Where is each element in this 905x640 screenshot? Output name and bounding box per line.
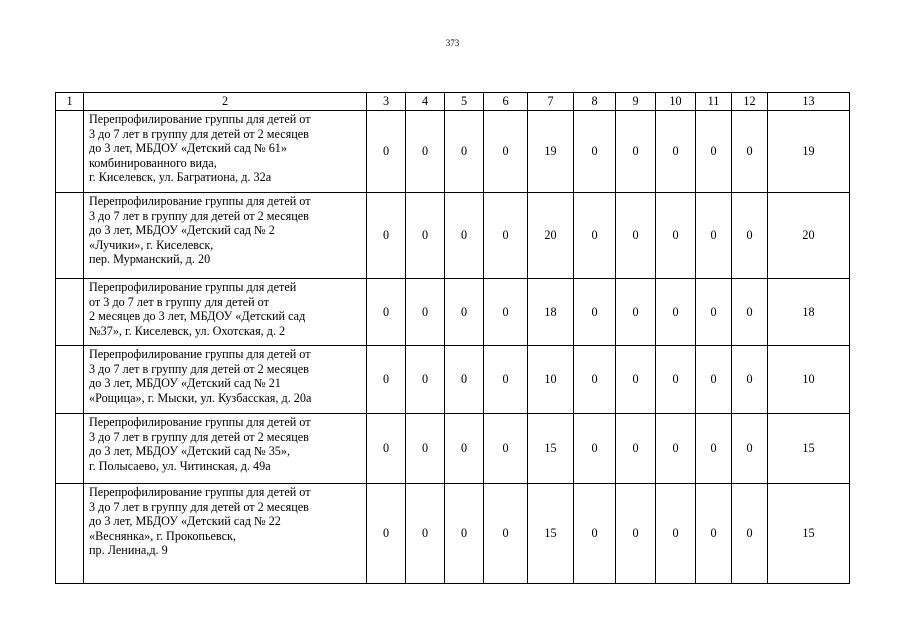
value-cell-col-10: 0 [656, 346, 696, 414]
value-cell-col-7: 19 [528, 111, 574, 193]
value-cell-col-13: 15 [768, 414, 850, 484]
value-cell-col-8: 0 [574, 414, 616, 484]
value-cell-col-12: 0 [732, 193, 768, 279]
column-header-6: 6 [484, 93, 528, 111]
description-line: 3 до 7 лет в группу для детей от 2 месяцев [89, 126, 309, 141]
value-cell-col-13: 20 [768, 193, 850, 279]
description-line: комбинированного вида, [89, 155, 217, 170]
value-cell-col-11: 0 [696, 484, 732, 584]
value-cell-col-11: 0 [696, 346, 732, 414]
description-cell [84, 193, 367, 279]
value-cell-col-10: 0 [656, 279, 696, 346]
value-cell-col-8: 0 [574, 484, 616, 584]
row-number-cell [56, 414, 84, 484]
description-line: Перепрофилирование группы для детей от [89, 347, 311, 361]
value-cell-col-7: 20 [528, 193, 574, 279]
description-line: от 3 до 7 лет в группу для детей от [89, 294, 269, 309]
value-cell-col-5: 0 [445, 279, 484, 346]
value-cell-col-8: 0 [574, 111, 616, 193]
value-cell-col-4: 0 [406, 346, 445, 414]
description-line: Перепрофилирование группы для детей от [89, 415, 311, 429]
value-cell-col-7: 18 [528, 279, 574, 346]
value-cell-col-9: 0 [616, 484, 656, 584]
value-cell-col-5: 0 [445, 111, 484, 193]
description-line: №37», г. Киселевск, ул. Охотская, д. 2 [89, 323, 286, 338]
value-cell-col-6: 0 [484, 346, 528, 414]
value-cell-col-4: 0 [406, 484, 445, 584]
description-cell [84, 279, 367, 346]
value-cell-col-10: 0 [656, 111, 696, 193]
table-header-row [56, 93, 850, 111]
column-header-8: 8 [574, 93, 616, 111]
column-header-10: 10 [656, 93, 696, 111]
description-line: Перепрофилирование группы для детей [89, 280, 297, 294]
value-cell-col-8: 0 [574, 279, 616, 346]
description-line: пр. Ленина,д. 9 [89, 543, 168, 558]
table-row [56, 346, 850, 414]
value-cell-col-9: 0 [616, 346, 656, 414]
description-line: Перепрофилирование группы для детей от [89, 194, 311, 208]
description-line: «Лучики», г. Киселевск, [89, 237, 214, 252]
value-cell-col-9: 0 [616, 193, 656, 279]
value-cell-col-3: 0 [367, 111, 406, 193]
table-row [56, 111, 850, 193]
value-cell-col-10: 0 [656, 193, 696, 279]
value-cell-col-5: 0 [445, 193, 484, 279]
description-line: до 3 лет, МБДОУ «Детский сад № 2 [89, 223, 275, 238]
value-cell-col-4: 0 [406, 193, 445, 279]
value-cell-col-12: 0 [732, 484, 768, 584]
value-cell-col-13: 15 [768, 484, 850, 584]
value-cell-col-3: 0 [367, 279, 406, 346]
description-line: «Рощица», г. Мыски, ул. Кузбасская, д. 20а [89, 390, 312, 405]
value-cell-col-11: 0 [696, 193, 732, 279]
description-line: пер. Мурманский, д. 20 [89, 252, 211, 267]
row-number-cell [56, 111, 84, 193]
value-cell-col-12: 0 [732, 346, 768, 414]
column-header-1: 1 [56, 93, 84, 111]
row-number-cell [56, 346, 84, 414]
description-line: Перепрофилирование группы для детей от [89, 112, 311, 126]
value-cell-col-3: 0 [367, 484, 406, 584]
column-header-13: 13 [768, 93, 850, 111]
column-header-3: 3 [367, 93, 406, 111]
value-cell-col-5: 0 [445, 346, 484, 414]
table-row [56, 484, 850, 584]
value-cell-col-10: 0 [656, 414, 696, 484]
row-number-cell [56, 279, 84, 346]
value-cell-col-9: 0 [616, 111, 656, 193]
value-cell-col-7: 15 [528, 414, 574, 484]
column-header-2: 2 [84, 93, 367, 111]
description-line: до 3 лет, МБДОУ «Детский сад № 22 [89, 514, 281, 529]
description-line: 3 до 7 лет в группу для детей от 2 месяцев [89, 208, 309, 223]
value-cell-col-6: 0 [484, 111, 528, 193]
table-row [56, 414, 850, 484]
value-cell-col-5: 0 [445, 484, 484, 584]
description-line: 3 до 7 лет в группу для детей от 2 месяцев [89, 361, 309, 376]
column-header-7: 7 [528, 93, 574, 111]
value-cell-col-8: 0 [574, 346, 616, 414]
value-cell-col-9: 0 [616, 279, 656, 346]
table-row [56, 279, 850, 346]
column-header-5: 5 [445, 93, 484, 111]
description-line: «Веснянка», г. Прокопьевск, [89, 528, 236, 543]
value-cell-col-13: 10 [768, 346, 850, 414]
value-cell-col-11: 0 [696, 279, 732, 346]
value-cell-col-3: 0 [367, 346, 406, 414]
value-cell-col-6: 0 [484, 414, 528, 484]
value-cell-col-3: 0 [367, 193, 406, 279]
value-cell-col-8: 0 [574, 193, 616, 279]
value-cell-col-11: 0 [696, 111, 732, 193]
value-cell-col-13: 19 [768, 111, 850, 193]
row-number-cell [56, 484, 84, 584]
description-cell [84, 346, 367, 414]
value-cell-col-11: 0 [696, 414, 732, 484]
description-line: до 3 лет, МБДОУ «Детский сад № 35», [89, 444, 291, 459]
column-header-4: 4 [406, 93, 445, 111]
description-line: до 3 лет, МБДОУ «Детский сад № 61» [89, 141, 287, 156]
column-header-11: 11 [696, 93, 732, 111]
data-table [55, 92, 850, 584]
description-line: 2 месяцев до 3 лет, МБДОУ «Детский сад [89, 309, 306, 324]
value-cell-col-4: 0 [406, 111, 445, 193]
value-cell-col-4: 0 [406, 414, 445, 484]
value-cell-col-12: 0 [732, 111, 768, 193]
description-line: Перепрофилирование группы для детей от [89, 485, 311, 499]
description-cell [84, 414, 367, 484]
value-cell-col-12: 0 [732, 414, 768, 484]
value-cell-col-6: 0 [484, 484, 528, 584]
value-cell-col-5: 0 [445, 414, 484, 484]
table-row [56, 193, 850, 279]
value-cell-col-3: 0 [367, 414, 406, 484]
value-cell-col-6: 0 [484, 193, 528, 279]
value-cell-col-6: 0 [484, 279, 528, 346]
value-cell-col-7: 15 [528, 484, 574, 584]
value-cell-col-13: 18 [768, 279, 850, 346]
description-line: г. Полысаево, ул. Читинская, д. 49а [89, 458, 271, 473]
column-header-12: 12 [732, 93, 768, 111]
value-cell-col-12: 0 [732, 279, 768, 346]
value-cell-col-9: 0 [616, 414, 656, 484]
description-cell [84, 111, 367, 193]
description-line: 3 до 7 лет в группу для детей от 2 месяцев [89, 429, 309, 444]
page-number: 373 [445, 38, 460, 48]
column-header-9: 9 [616, 93, 656, 111]
value-cell-col-4: 0 [406, 279, 445, 346]
table-body [56, 93, 850, 584]
value-cell-col-7: 10 [528, 346, 574, 414]
value-cell-col-10: 0 [656, 484, 696, 584]
description-line: г. Киселевск, ул. Багратиона, д. 32а [89, 170, 272, 185]
row-number-cell [56, 193, 84, 279]
description-line: до 3 лет, МБДОУ «Детский сад № 21 [89, 376, 281, 391]
description-line: 3 до 7 лет в группу для детей от 2 месяцев [89, 499, 309, 514]
description-cell [84, 484, 367, 584]
